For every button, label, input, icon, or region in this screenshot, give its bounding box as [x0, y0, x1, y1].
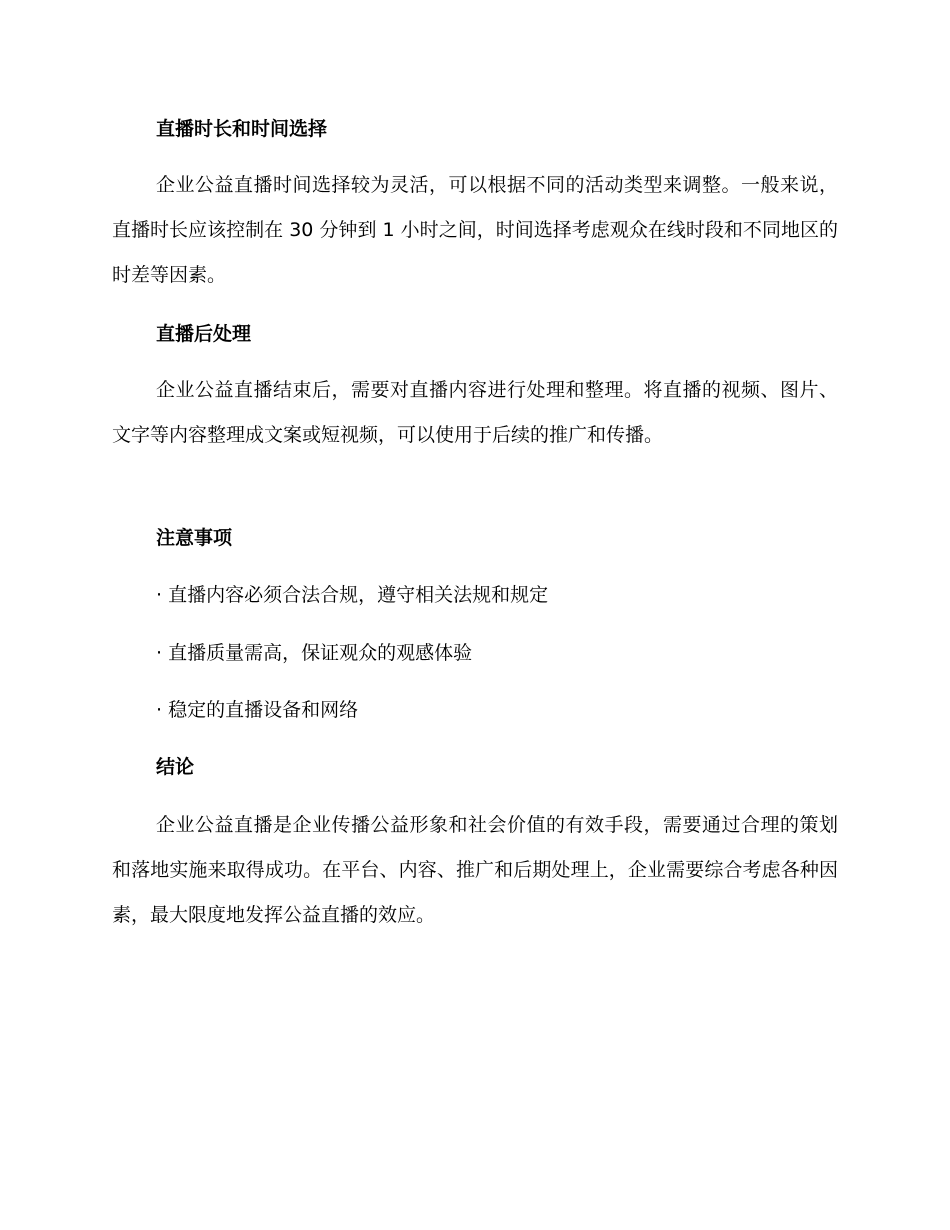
section-heading-duration: 直播时长和时间选择 [156, 118, 328, 140]
section-paragraph-duration: 企业公益直播时间选择较为灵活，可以根据不同的活动类型来调整。一般来说，直播时长应该控制在 30 分钟到 1 小时之间，时间选择考虑观众在线时段和不同地区的时差等因素。 [112, 174, 838, 286]
section-heading-conclusion: 结论 [156, 756, 195, 778]
section-paragraph-post-processing: 企业公益直播结束后，需要对直播内容进行处理和整理。将直播的视频、图片、文字等内容整理成文案或短视频，可以使用于后续的推广和传播。 [112, 379, 838, 446]
bullet-item: · 稳定的直播设备和网络 [156, 699, 359, 721]
bullet-item: · 直播质量需高，保证观众的观感体验 [156, 642, 473, 664]
section-heading-notes: 注意事项 [156, 527, 233, 549]
section-heading-post-processing: 直播后处理 [156, 323, 252, 345]
bullet-item: · 直播内容必须合法合规，遵守相关法规和规定 [156, 584, 549, 606]
section-paragraph-conclusion: 企业公益直播是企业传播公益形象和社会价值的有效手段，需要通过合理的策划和落地实施来取得成功。在平台、内容、推广和后期处理上，企业需要综合考虑各种因素，最大限度地发挥公益直播的效应。 [112, 814, 838, 926]
